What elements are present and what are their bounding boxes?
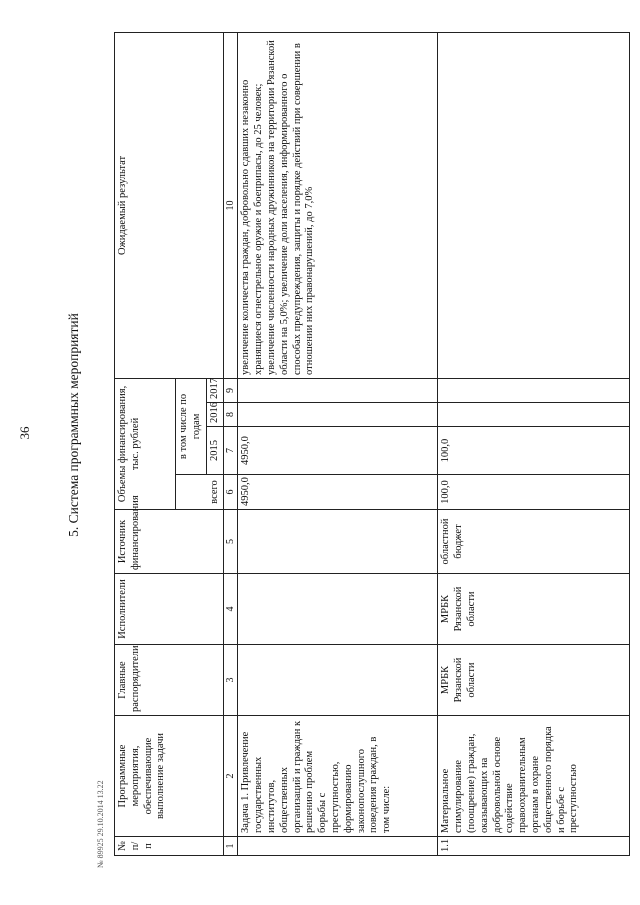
page-number: 36	[17, 426, 32, 440]
row-measure: Задача 1. Привлечение государственных институтов, общественных организаций и граждан к решению проблем борьбы с преступностью, формированию законопослушного поведения граждан, в том числе:	[238, 716, 438, 837]
col-number: 6	[224, 475, 238, 510]
row-total: 4950,0	[238, 475, 438, 510]
col-number: 3	[224, 645, 238, 716]
row-source	[238, 510, 438, 574]
header-year-2015: 2015	[206, 427, 224, 475]
row-result: увеличение количества граждан, добровольно сдавших незаконно хранящиеся огнестрельное оружие и боеприпасы, до 25 человек; увеличение численности народных дружинников на территории Рязанской области на 5,0%; увеличение доли населения, информированного о способах предупреждения, защиты и порядке действий при совершении в отношении них правонарушений, до 7,0%	[238, 32, 438, 378]
row-source: областной бюджет	[438, 510, 630, 574]
program-measures-table-wrapper	[114, 33, 630, 856]
row-manager: МРБК Рязанской области	[438, 645, 630, 716]
document-footer-stamp: № 89925 29.10.2014 13.22	[96, 780, 105, 868]
row-2016	[238, 403, 438, 427]
col-number: 5	[224, 510, 238, 574]
header-total: всего	[176, 475, 224, 510]
row-executor: МРБК Рязанской области	[438, 574, 630, 645]
col-number: 10	[224, 32, 238, 378]
row-2017	[438, 378, 630, 402]
header-source: Источник финансирования	[115, 510, 224, 574]
col-number: 1	[224, 837, 238, 856]
col-number: 4	[224, 574, 238, 645]
header-volumes: Объемы финансирования, тыс. рублей	[115, 378, 176, 509]
row-2017	[238, 378, 438, 402]
row-num: 1.1	[438, 837, 630, 856]
header-measures: Программные мероприятия, обеспечивающие выполнение задачи	[115, 716, 224, 837]
row-2015: 4950,0	[238, 427, 438, 475]
row-2015: 100,0	[438, 427, 630, 475]
program-measures-table	[114, 32, 630, 856]
column-numbers-row	[224, 32, 238, 855]
header-executors: Исполнители	[115, 574, 224, 645]
row-measure: Материальное стимулирование (поощрение) граждан, оказывающих на добровольной основе содействие правоохранительным органам в охране общественного порядка и борьбе с преступностью	[438, 716, 630, 837]
header-year-2016: 2016	[206, 403, 224, 427]
section-title: 5. Система программных мероприятий	[66, 313, 81, 537]
header-by-years: в том числе по годам	[176, 378, 207, 474]
col-number: 8	[224, 403, 238, 427]
row-total: 100,0	[438, 475, 630, 510]
table-row	[238, 32, 438, 855]
row-num	[238, 837, 438, 856]
header-num: № п/п	[115, 837, 224, 856]
header-year-2017: 2017	[206, 378, 224, 402]
col-number: 7	[224, 427, 238, 475]
table-row	[438, 32, 630, 855]
header-managers: Главные распорядители	[115, 645, 224, 716]
col-number: 9	[224, 378, 238, 402]
col-number: 2	[224, 716, 238, 837]
row-result	[438, 32, 630, 378]
header-result: Ожидаемый результат	[115, 32, 224, 378]
row-2016	[438, 403, 630, 427]
row-manager	[238, 645, 438, 716]
row-executor	[238, 574, 438, 645]
